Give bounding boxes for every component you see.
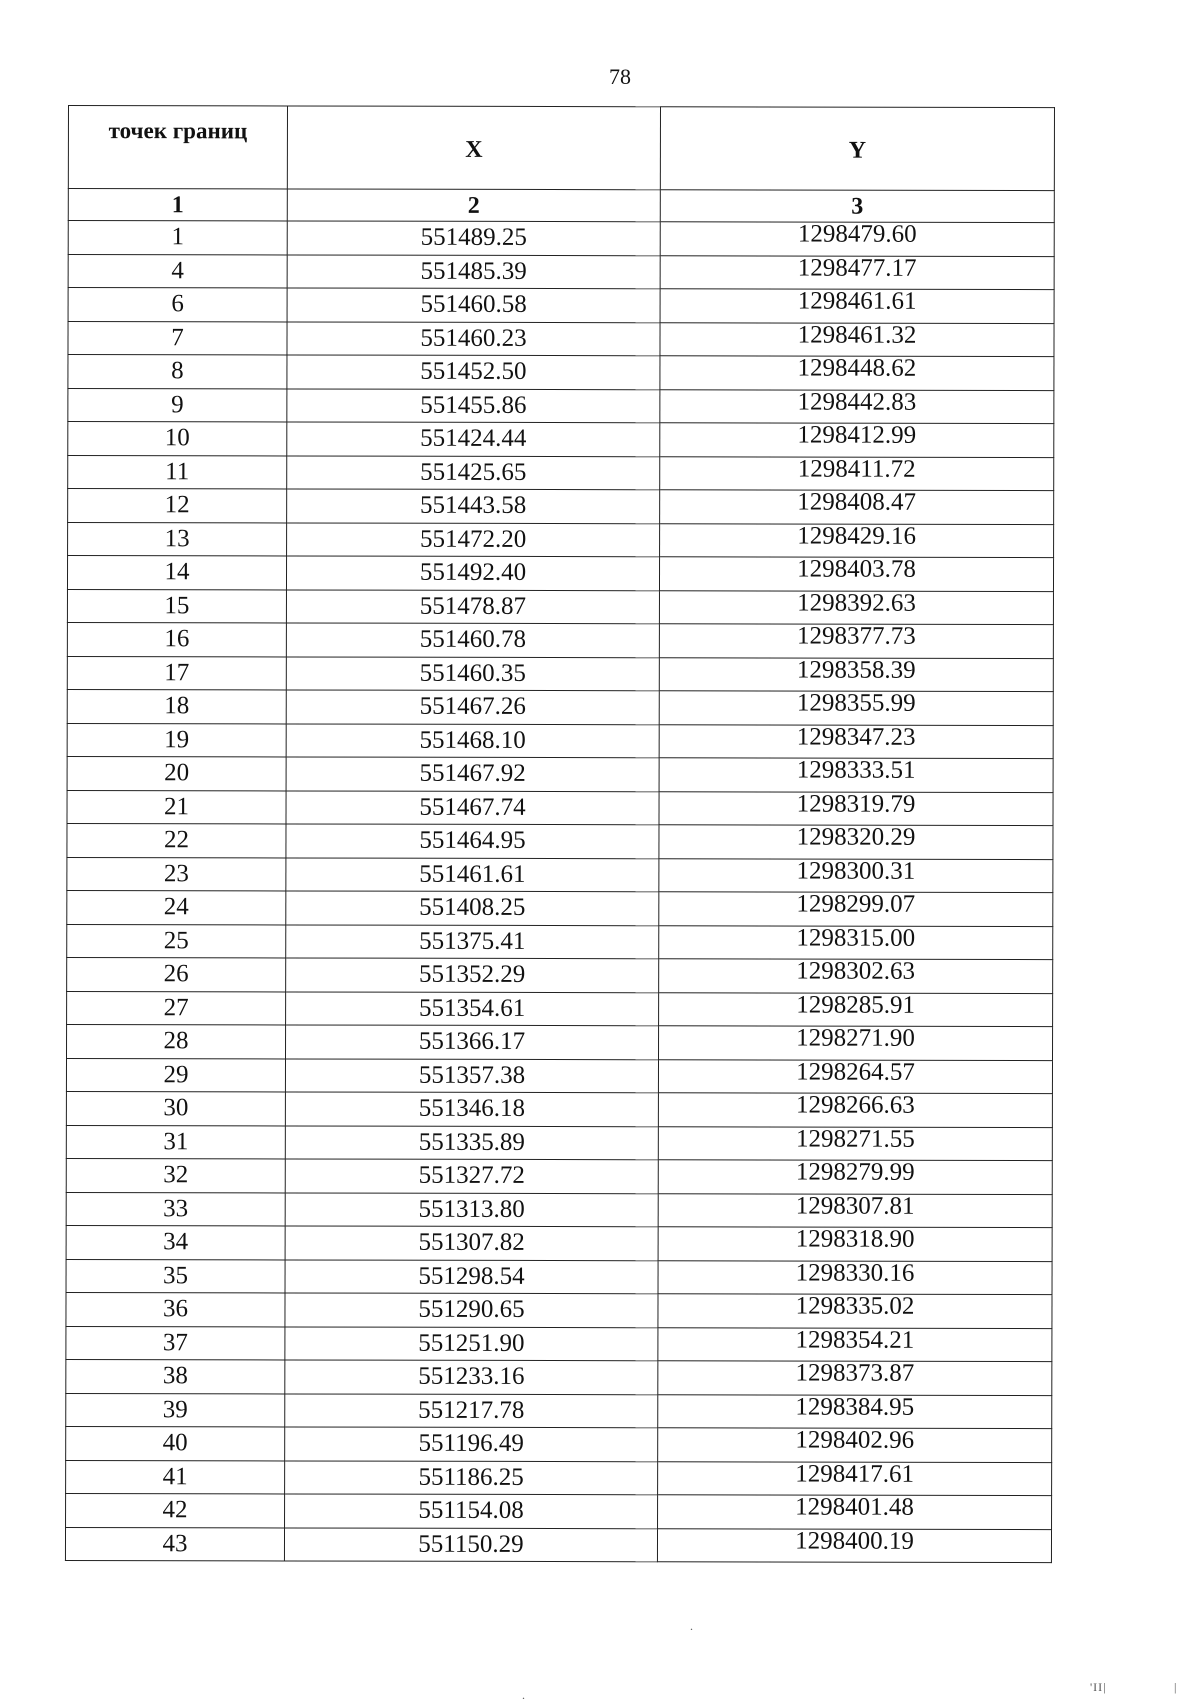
y-value-cell: 1298302.63 [659, 955, 1053, 989]
point-number-cell: 29 [66, 1058, 285, 1092]
x-value-cell: 551150.29 [284, 1527, 657, 1561]
coordinates-table [65, 105, 1055, 1563]
y-value-cell: 1298315.00 [659, 921, 1053, 955]
y-value-cell: 1298401.48 [658, 1491, 1052, 1525]
x-value-cell: 551478.87 [286, 589, 659, 623]
table-row [66, 1426, 1052, 1462]
point-number-cell: 27 [67, 991, 286, 1025]
x-value-cell: 551485.39 [287, 254, 660, 288]
x-value-cell: 551346.18 [285, 1092, 658, 1126]
point-number-cell: 10 [68, 422, 287, 456]
scan-mark: | [1174, 1680, 1177, 1694]
column-number-2: 2 [287, 189, 660, 222]
point-number-cell: 7 [68, 321, 287, 355]
column-number-3: 3 [660, 190, 1054, 223]
x-value-cell: 551455.86 [287, 388, 660, 422]
column-number-1: 1 [68, 189, 287, 221]
point-number-cell: 40 [66, 1426, 285, 1460]
x-value-cell: 551196.49 [285, 1427, 658, 1461]
table-row [66, 1292, 1052, 1328]
point-number-cell: 17 [67, 656, 286, 690]
y-value-cell: 1298377.73 [659, 620, 1053, 654]
table-row [67, 622, 1053, 658]
table-row [67, 589, 1053, 625]
y-value-cell: 1298354.21 [658, 1323, 1052, 1357]
table-row [66, 1125, 1052, 1161]
table-row [68, 422, 1054, 458]
y-value-cell: 1298299.07 [659, 888, 1053, 922]
x-value-cell: 551327.72 [285, 1159, 658, 1193]
y-value-cell: 1298333.51 [659, 754, 1053, 788]
y-value-cell: 1298373.87 [658, 1357, 1052, 1391]
x-value-cell: 551154.08 [285, 1494, 658, 1528]
table-row [66, 1192, 1052, 1228]
x-value-cell: 551461.61 [286, 857, 659, 891]
x-value-cell: 551460.58 [287, 288, 660, 322]
y-value-cell: 1298412.99 [660, 419, 1054, 453]
y-value-cell: 1298271.90 [659, 1022, 1053, 1056]
table-row [68, 455, 1054, 491]
x-value-cell: 551408.25 [286, 891, 659, 925]
header-point-label: точек границ [68, 106, 287, 189]
y-value-cell: 1298392.63 [659, 586, 1053, 620]
table-row [67, 723, 1053, 759]
table-row [67, 890, 1053, 926]
x-value-cell: 551217.78 [285, 1393, 658, 1427]
point-number-cell: 39 [66, 1393, 285, 1427]
table-row [66, 1326, 1052, 1362]
point-number-cell: 42 [66, 1493, 285, 1527]
x-value-cell: 551467.92 [286, 757, 659, 791]
y-value-cell: 1298319.79 [659, 787, 1053, 821]
table-row [68, 221, 1054, 257]
x-value-cell: 551468.10 [286, 723, 659, 757]
x-value-cell: 551464.95 [286, 824, 659, 858]
x-value-cell: 551492.40 [286, 556, 659, 590]
y-value-cell: 1298448.62 [660, 352, 1054, 386]
x-value-cell: 551251.90 [285, 1326, 658, 1360]
table-row [67, 556, 1053, 592]
y-value-cell: 1298442.83 [660, 385, 1054, 419]
y-value-cell: 1298429.16 [660, 519, 1054, 553]
x-value-cell: 551354.61 [286, 991, 659, 1025]
point-number-cell: 19 [67, 723, 286, 757]
y-value-cell: 1298347.23 [659, 720, 1053, 754]
point-number-cell: 41 [66, 1460, 285, 1494]
x-value-cell: 551452.50 [287, 355, 660, 389]
point-number-cell: 8 [68, 355, 287, 389]
header-y: Y [660, 107, 1054, 191]
point-number-cell: 1 [68, 221, 287, 255]
x-value-cell: 551425.65 [287, 455, 660, 489]
table-header-row [68, 106, 1054, 191]
point-number-cell: 20 [67, 756, 286, 790]
y-value-cell: 1298408.47 [660, 486, 1054, 520]
x-value-cell: 551460.78 [286, 623, 659, 657]
table-row [67, 656, 1053, 692]
x-value-cell: 551366.17 [286, 1025, 659, 1059]
table-row [67, 756, 1053, 792]
point-number-cell: 12 [68, 489, 287, 523]
y-value-cell: 1298355.99 [659, 687, 1053, 721]
x-value-cell: 551307.82 [285, 1226, 658, 1260]
table-row [66, 1058, 1052, 1094]
x-value-cell: 551424.44 [287, 422, 660, 456]
y-value-cell: 1298479.60 [660, 218, 1054, 252]
point-number-cell: 24 [67, 890, 286, 924]
x-value-cell: 551357.38 [285, 1058, 658, 1092]
point-number-cell: 11 [68, 455, 287, 489]
y-value-cell: 1298403.78 [659, 553, 1053, 587]
table-row [65, 1527, 1051, 1563]
y-value-cell: 1298417.61 [658, 1457, 1052, 1491]
table-row [68, 355, 1054, 391]
point-number-cell: 43 [65, 1527, 284, 1561]
table-row [68, 321, 1054, 357]
point-number-cell: 35 [66, 1259, 285, 1293]
y-value-cell: 1298402.96 [658, 1424, 1052, 1458]
table-row [67, 857, 1053, 893]
y-value-cell: 1298264.57 [658, 1055, 1052, 1089]
y-value-cell: 1298300.31 [659, 854, 1053, 888]
point-number-cell: 13 [68, 522, 287, 556]
y-value-cell: 1298400.19 [657, 1524, 1051, 1558]
table-row [68, 522, 1054, 558]
point-number-cell: 38 [66, 1359, 285, 1393]
point-number-cell: 18 [67, 689, 286, 723]
x-value-cell: 551352.29 [286, 958, 659, 992]
scan-mark: 'II| [1090, 1680, 1107, 1694]
y-value-cell: 1298279.99 [658, 1156, 1052, 1190]
point-number-cell: 30 [66, 1091, 285, 1125]
x-value-cell: 551489.25 [287, 221, 660, 255]
table-row [68, 288, 1054, 324]
table-row [67, 991, 1053, 1027]
table-row [66, 1359, 1052, 1395]
point-number-cell: 32 [66, 1158, 285, 1192]
table-row [67, 790, 1053, 826]
x-value-cell: 551233.16 [285, 1360, 658, 1394]
y-value-cell: 1298320.29 [659, 821, 1053, 855]
point-number-cell: 36 [66, 1292, 285, 1326]
table-row [66, 1091, 1052, 1127]
page-number: 78 [609, 64, 631, 89]
y-value-cell: 1298461.61 [660, 285, 1054, 319]
table-row [68, 388, 1054, 424]
y-value-cell: 1298384.95 [658, 1390, 1052, 1424]
point-number-cell: 25 [67, 924, 286, 958]
y-value-cell: 1298271.55 [658, 1122, 1052, 1156]
scan-mark: . [690, 1619, 693, 1633]
x-value-cell: 551467.26 [286, 690, 659, 724]
point-number-cell: 37 [66, 1326, 285, 1360]
x-value-cell: 551298.54 [285, 1259, 658, 1293]
x-value-cell: 551290.65 [285, 1293, 658, 1327]
table-row [66, 1493, 1052, 1529]
table-row [66, 1460, 1052, 1496]
table-row [67, 1024, 1053, 1060]
table-row [67, 957, 1053, 993]
y-value-cell: 1298477.17 [660, 251, 1054, 285]
x-value-cell: 551186.25 [285, 1460, 658, 1494]
table-row [66, 1158, 1052, 1194]
x-value-cell: 551443.58 [287, 489, 660, 523]
header-x: X [287, 106, 660, 190]
y-value-cell: 1298461.32 [660, 318, 1054, 352]
y-value-cell: 1298307.81 [658, 1189, 1052, 1223]
point-number-cell: 14 [67, 556, 286, 590]
y-value-cell: 1298285.91 [659, 988, 1053, 1022]
scan-mark: . [522, 1688, 525, 1702]
point-number-cell: 26 [67, 957, 286, 991]
table-row [67, 823, 1053, 859]
x-value-cell: 551460.35 [286, 656, 659, 690]
x-value-cell: 551467.74 [286, 790, 659, 824]
point-number-cell: 21 [67, 790, 286, 824]
point-number-cell: 16 [67, 622, 286, 656]
point-number-cell: 22 [67, 823, 286, 857]
table-row [68, 489, 1054, 525]
point-number-cell: 23 [67, 857, 286, 891]
y-value-cell: 1298335.02 [658, 1290, 1052, 1324]
x-value-cell: 551335.89 [285, 1125, 658, 1159]
x-value-cell: 551313.80 [285, 1192, 658, 1226]
y-value-cell: 1298358.39 [659, 653, 1053, 687]
table-row [67, 924, 1053, 960]
y-value-cell: 1298266.63 [658, 1089, 1052, 1123]
x-value-cell: 551460.23 [287, 321, 660, 355]
point-number-cell: 28 [67, 1024, 286, 1058]
table-row [66, 1259, 1052, 1295]
table-row [67, 689, 1053, 725]
table-row [66, 1225, 1052, 1261]
point-number-cell: 33 [66, 1192, 285, 1226]
table-row [68, 254, 1054, 290]
table-body [65, 221, 1054, 1563]
x-value-cell: 551375.41 [286, 924, 659, 958]
point-number-cell: 34 [66, 1225, 285, 1259]
point-number-cell: 6 [68, 288, 287, 322]
point-number-cell: 4 [68, 254, 287, 288]
point-number-cell: 15 [67, 589, 286, 623]
y-value-cell: 1298330.16 [658, 1256, 1052, 1290]
x-value-cell: 551472.20 [287, 522, 660, 556]
y-value-cell: 1298318.90 [658, 1223, 1052, 1257]
point-number-cell: 9 [68, 388, 287, 422]
point-number-cell: 31 [66, 1125, 285, 1159]
table-row [66, 1393, 1052, 1429]
y-value-cell: 1298411.72 [660, 452, 1054, 486]
